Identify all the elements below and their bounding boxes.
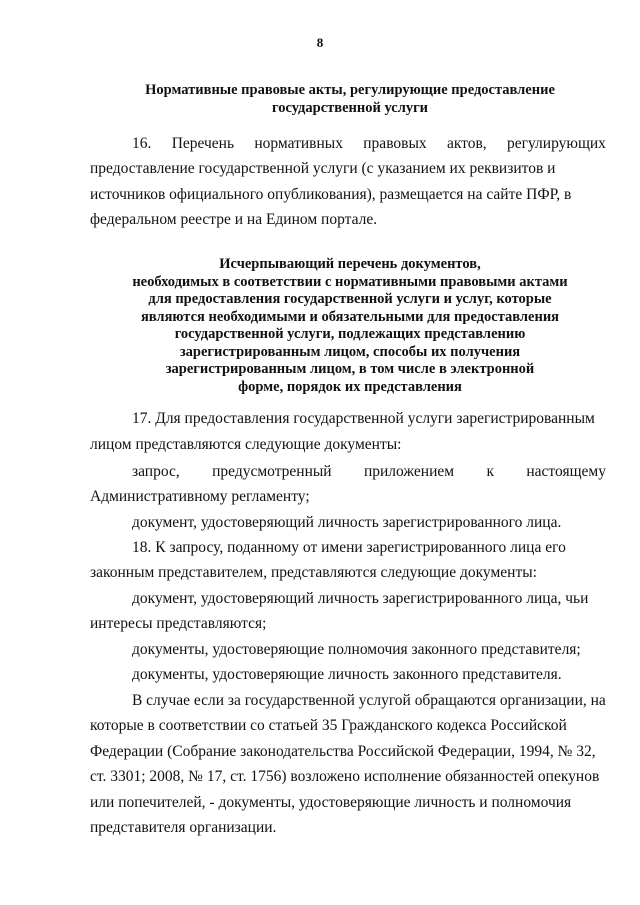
paragraph-18-item-1-line-2: интересы представляются; [90, 615, 267, 632]
section-heading-documents-list [90, 256, 610, 396]
paragraph-18-line-2: законным представителем, представляются следующие документы: [90, 564, 537, 581]
section-heading-normative-acts [90, 82, 610, 117]
heading-line: государственной услуги [271, 99, 429, 116]
paragraph-16-line-4: федеральном реестре и на Едином портале. [90, 211, 378, 228]
word: настоящему [526, 463, 606, 480]
paragraph-16-line-3: источников официального опубликования), размещается на сайте ПФР, в [90, 186, 572, 203]
heading-line: необходимых в соответствии с нормативными правовыми актами [132, 273, 568, 290]
word: Перечень [171, 135, 235, 152]
heading-line: форме, порядок их представления [238, 378, 462, 395]
word: к [486, 463, 494, 480]
paragraph-17-item-1-line-1 [132, 462, 606, 482]
heading-line: зарегистрированным лицом, способы их получения [179, 343, 521, 360]
paragraph-org-line-2: которые в соответствии со статьей 35 Гражданского кодекса Российской [90, 717, 567, 734]
word: регулирующих [506, 135, 606, 152]
paragraph-17-line-1: 17. Для предоставления государственной услуги зарегистрированным [132, 410, 595, 427]
word: запрос, [132, 463, 180, 480]
word: актов, [446, 135, 487, 152]
word: предусмотренный [212, 463, 332, 480]
heading-line: государственной услуги, подлежащих представлению [174, 326, 526, 342]
paragraph-18-line-1: 18. К запросу, поданному от имени зарегистрированного лица его [132, 539, 566, 556]
heading-line: Исчерпывающий перечень документов, [219, 256, 481, 272]
word: нормативных [254, 135, 343, 152]
word: 16. [132, 135, 152, 152]
page-number: 8 [316, 35, 324, 50]
paragraph-17-item-2: документ, удостоверяющий личность зарегистрированного лица. [132, 514, 562, 531]
paragraph-16-line-2: предоставление государственной услуги (с указанием их реквизитов и [90, 160, 556, 177]
paragraph-org-line-1: В случае если за государственной услугой обращаются организации, на [132, 692, 606, 709]
paragraph-org-line-5: или попечителей, - документы, удостоверяющие личность и полномочия [90, 794, 572, 811]
paragraph-16-line-1 [132, 134, 606, 154]
heading-line: зарегистрированным лицом, в том числе в электронной [165, 361, 535, 377]
heading-line: являются необходимыми и обязательными для предоставления [140, 308, 560, 325]
paragraph-org-line-6: представителя организации. [90, 819, 277, 836]
paragraph-org-line-3: Федерации (Собрание законодательства Российской Федерации, 1994, № 32, [90, 743, 596, 760]
paragraph-18-item-1-line-1: документ, удостоверяющий личность зарегистрированного лица, чьи [132, 590, 589, 607]
heading-line: для предоставления государственной услуги и услуг, которые [148, 291, 552, 307]
word: правовых [363, 135, 427, 152]
word: приложением [363, 463, 455, 480]
paragraph-17-item-1-line-2: Административному регламенту; [90, 488, 310, 505]
paragraph-org-line-4: ст. 3301; 2008, № 17, ст. 1756) возложено исполнение обязанностей опекунов [90, 768, 600, 785]
heading-line: Нормативные правовые акты, регулирующие предоставление [145, 82, 555, 98]
paragraph-18-item-2: документы, удостоверяющие полномочия законного представителя; [132, 641, 581, 658]
paragraph-18-item-3: документы, удостоверяющие личность законного представителя. [132, 666, 562, 683]
paragraph-17-line-2: лицом представляются следующие документы: [90, 436, 402, 453]
